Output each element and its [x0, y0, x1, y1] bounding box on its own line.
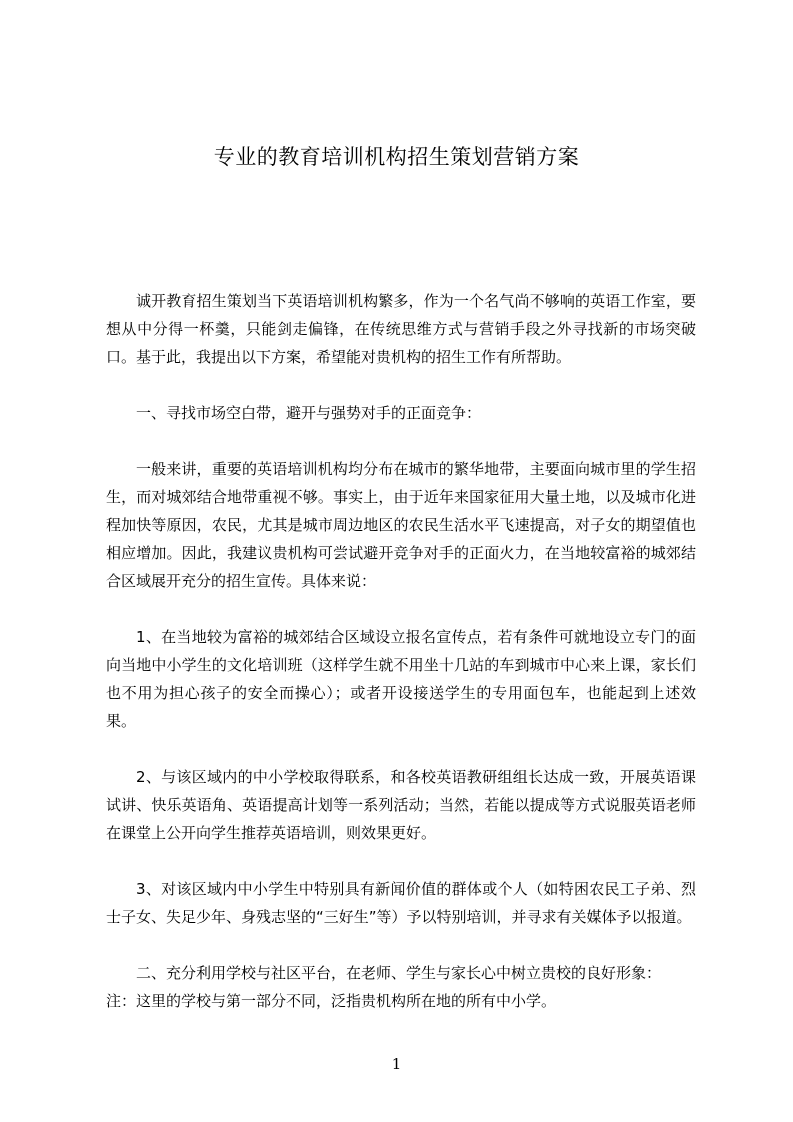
list-item-three: 3、对该区域内中小学生中特别具有新闻价值的群体或个人（如特困农民工子弟、烈士子女、失足少年、身残志坚的“三好生”等）予以特别培训，并寻求有关媒体予以报道。	[106, 880, 696, 926]
list-item-two: 2、与该区域内的中小学校取得联系，和各校英语教研组组长达成一致，开展英语课试讲、快乐英语角、英语提高计划等一系列活动；当然，若能以提成等方式说服英语老师在课堂上公开向学生推荐英语培训，则效果更好。	[106, 768, 696, 842]
document-title: 专业的教育培训机构招生策划营销方案	[213, 145, 580, 169]
section-heading-two: 二、充分利用学校与社区平台，在老师、学生与家长心中树立贵校的良好形象：	[136, 964, 662, 982]
list-item-one: 1、在当地较为富裕的城郊结合区域设立报名宣传点，若有条件可就地设立专门的面向当地中小学生的文化培训班（这样学生就不用坐十几站的车到城市中心来上课，家长们也不用为担心孩子的安全而操心）；或者开设接送学生的专用面包车，也能起到上述效果。	[106, 628, 696, 730]
document-body	[106, 287, 696, 1015]
intro-paragraph: 诚开教育招生策划当下英语培训机构繁多，作为一个名气尚不够响的英语工作室，要想从中分得一杯羹，只能剑走偏锋，在传统思维方式与营销手段之外寻找新的市场突破口。基于此，我提出以下方案，希望能对贵机构的招生工作有所帮助。	[106, 292, 696, 366]
section-one-paragraph: 一般来讲，重要的英语培训机构均分布在城市的繁华地带，主要面向城市里的学生招生，而对城郊结合地带重视不够。事实上，由于近年来国家征用大量土地，以及城市化进程加快等原因，农民，尤其是城市周边地区的农民生活水平飞速提高，对子女的期望值也相应增加。因此，我建议贵机构可尝试避开竞争对手的正面火力，在当地较富裕的城郊结合区域展开充分的招生宣传。具体来说：	[106, 460, 696, 590]
page-number: 1	[391, 1055, 402, 1073]
section-heading-one: 一、寻找市场空白带，避开与强势对手的正面竞争：	[136, 404, 482, 422]
section-note: 注：这里的学校与第一部分不同，泛指贵机构所在地的所有中小学。	[106, 992, 557, 1010]
